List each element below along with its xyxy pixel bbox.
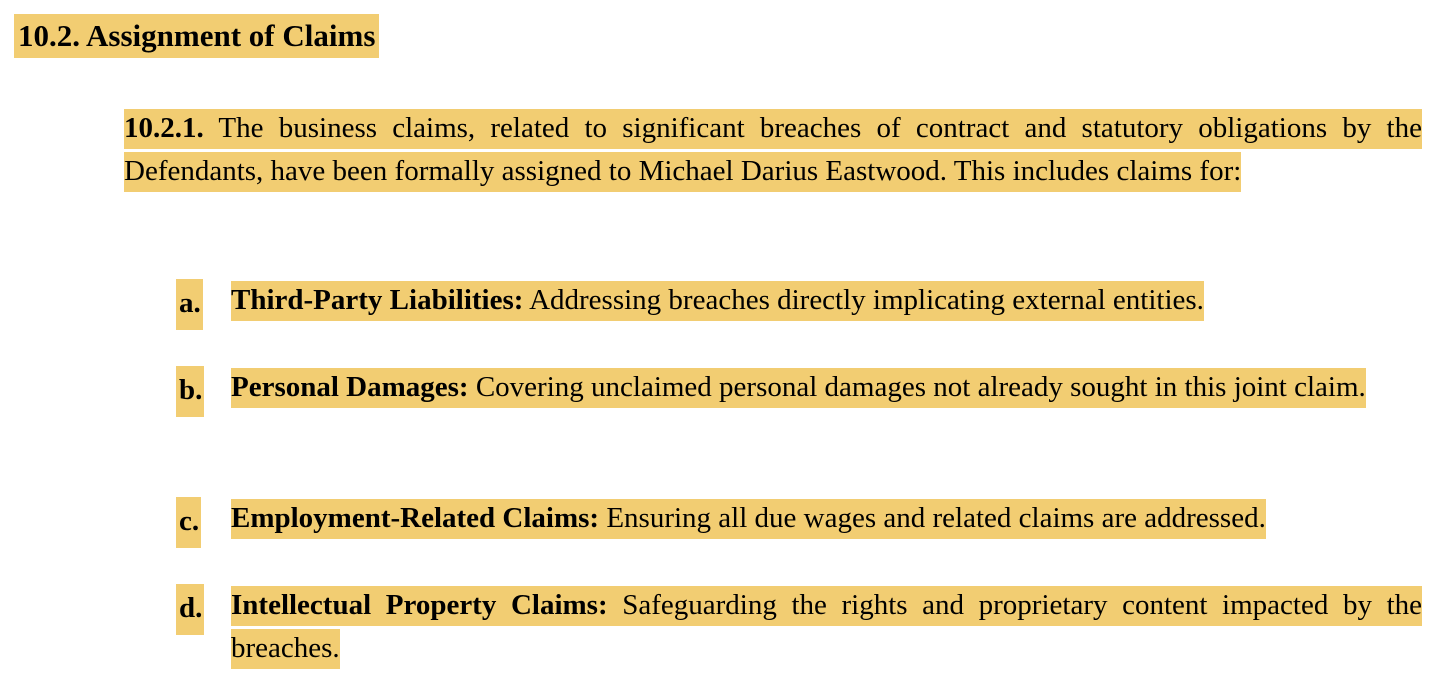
list-item-term: Employment-Related Claims: (231, 502, 600, 534)
list-marker: d. (176, 584, 204, 635)
list-item-text: Covering unclaimed personal damages not already sought in this joint claim. (468, 371, 1366, 403)
list-marker: c. (176, 497, 201, 548)
list-item-text: Safeguarding the rights and proprietary content impacted by the breaches. (231, 589, 1422, 664)
list-item-term: Third-Party Liabilities: (231, 284, 524, 316)
list-item-text: Ensuring all due wages and related claims are addressed. (599, 502, 1266, 534)
list-item-term: Intellectual Property Claims: (231, 589, 608, 621)
clause-number: 10.2.1. (124, 112, 204, 144)
list-item-a (176, 279, 1422, 322)
list-item-text: Addressing breaches directly implicating external entities. (523, 284, 1204, 316)
list-item-term: Personal Damages: (231, 371, 469, 403)
list-marker: a. (176, 279, 203, 330)
list-item-d (176, 584, 1422, 670)
section-heading (14, 14, 379, 58)
clause-paragraph (124, 107, 1422, 193)
list-item-b (176, 366, 1422, 409)
clause-text: The business claims, related to significant breaches of contract and statutory obligations by the Defendants, have been formally assigned to Michael Darius Eastwood. This includes claims for: (124, 112, 1422, 187)
section-heading-text: 10.2. Assignment of Claims (14, 14, 379, 58)
list-marker: b. (176, 366, 204, 417)
list-item-c (176, 497, 1422, 540)
